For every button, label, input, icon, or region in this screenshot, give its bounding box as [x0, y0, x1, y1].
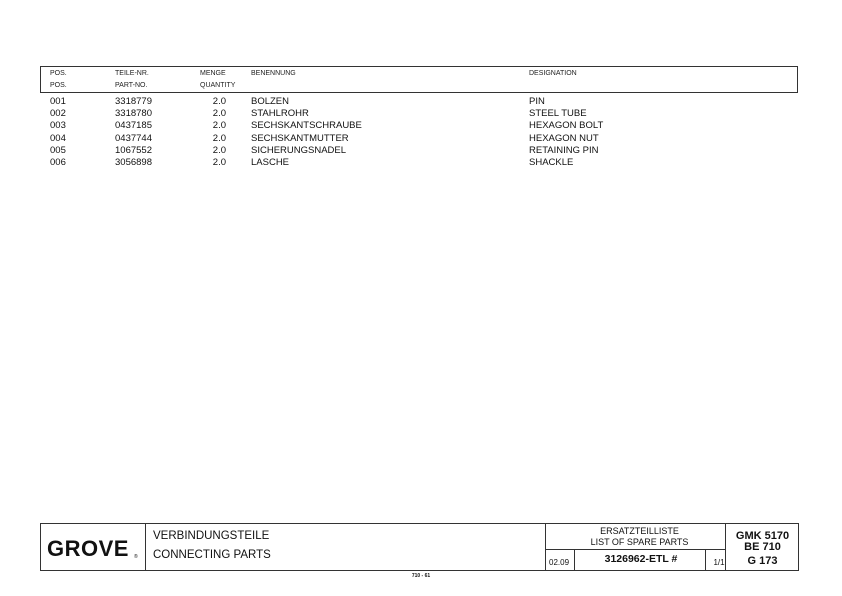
- designation-header: DESIGNATION: [529, 70, 577, 77]
- cell-designation: PIN: [529, 96, 545, 107]
- cell-pos: 002: [50, 108, 66, 120]
- part-no-header: TEILE-NR. PART-NO.: [115, 70, 149, 89]
- document-number: 3126962-ETL #: [604, 553, 678, 565]
- cell-designation: HEXAGON NUT: [529, 132, 599, 144]
- cell-benennung: STAHLROHR: [251, 108, 309, 120]
- cell-pos: 005: [50, 144, 66, 156]
- cell-benennung: SECHSKANTSCHRAUBE: [251, 120, 362, 132]
- grove-logo: GROVE: [47, 536, 129, 561]
- title-german: VERBINDUNGSTEILE: [153, 530, 270, 542]
- page-number: 710 - 61: [411, 573, 431, 579]
- title-block: [40, 523, 799, 571]
- cell-part: 0437744: [115, 132, 152, 144]
- cell-designation: RETAINING PIN: [529, 144, 599, 156]
- model-variant: BE 710: [744, 541, 781, 553]
- cell-part: 3318780: [115, 108, 152, 120]
- table-row: [0, 133, 842, 145]
- cell-pos: 001: [50, 96, 66, 107]
- column-header: [40, 66, 798, 93]
- cell-benennung: SICHERUNGSNADEL: [251, 144, 347, 156]
- cell-pos: 006: [50, 157, 66, 168]
- cell-pos: 003: [50, 120, 66, 132]
- cell-qty: 2.0: [212, 120, 226, 132]
- table-row: [0, 120, 842, 132]
- table-row: [0, 96, 842, 108]
- cell-qty: 2.0: [212, 108, 226, 120]
- registered-mark: ®: [134, 554, 138, 560]
- cell-part: 1067552: [115, 144, 152, 156]
- list-type-german: ERSATZTEILLISTE: [600, 526, 679, 536]
- cell-designation: HEXAGON BOLT: [529, 120, 604, 132]
- model-name: GMK 5170: [735, 530, 790, 542]
- list-type-english: LIST OF SPARE PARTS: [590, 537, 689, 547]
- issue-date: 02.09: [549, 558, 570, 567]
- group-number: G 173: [747, 555, 778, 567]
- quantity-header: MENGE QUANTITY: [200, 70, 236, 89]
- cell-part: 0437185: [115, 120, 152, 132]
- cell-benennung: LASCHE: [251, 157, 290, 168]
- table-row: [0, 157, 842, 169]
- cell-designation: SHACKLE: [529, 157, 574, 168]
- table-row: [0, 108, 842, 120]
- cell-part: 3318779: [115, 96, 152, 107]
- cell-benennung: SECHSKANTMUTTER: [251, 132, 349, 144]
- cell-benennung: BOLZEN: [251, 96, 290, 107]
- cell-qty: 2.0: [212, 157, 226, 168]
- title-english: CONNECTING PARTS: [153, 549, 271, 561]
- cell-qty: 2.0: [212, 144, 226, 156]
- cell-part: 3056898: [115, 157, 152, 168]
- cell-pos: 004: [50, 132, 66, 144]
- sheet-number: 1/1: [713, 558, 725, 567]
- cell-designation: STEEL TUBE: [529, 108, 587, 120]
- pos-header: POS. POS.: [50, 70, 67, 89]
- benennung-header: BENENNUNG: [251, 70, 296, 77]
- cell-qty: 2.0: [212, 132, 226, 144]
- cell-qty: 2.0: [212, 96, 226, 107]
- table-row: [0, 145, 842, 157]
